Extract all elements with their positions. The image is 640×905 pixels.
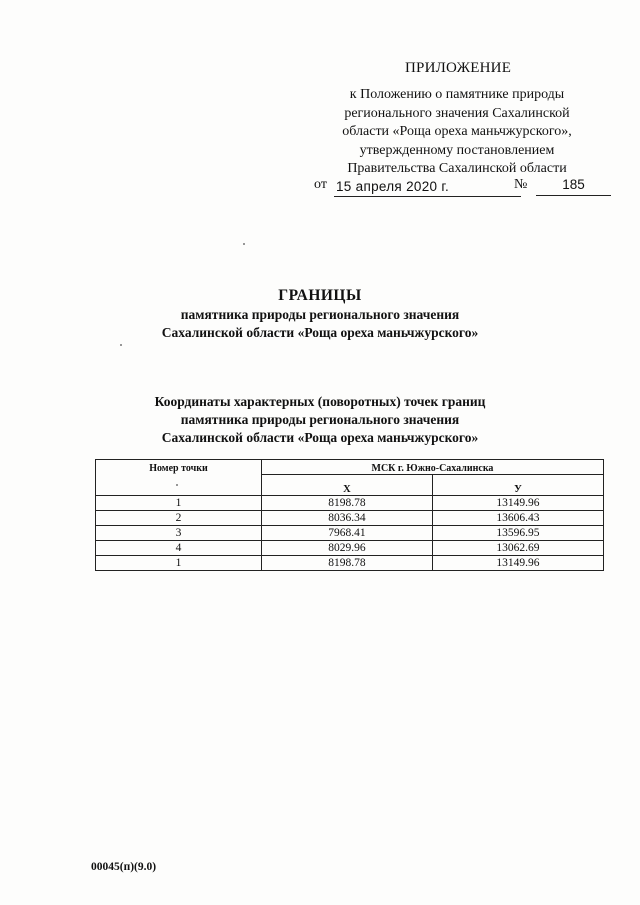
- coordinates-table: [95, 459, 604, 571]
- resolution-date: 15 апреля 2020 г.: [334, 179, 521, 197]
- header-coordinate-system: МСК г. Южно-Сахалинска: [261, 460, 603, 475]
- point-cell: 1: [96, 496, 262, 511]
- number-sign: №: [514, 177, 528, 192]
- scan-speck: [243, 243, 245, 245]
- appendix-line: области «Роща ореха маньчжурского»,: [342, 124, 572, 139]
- x-cell: 8198.78: [261, 556, 432, 571]
- document-code: 00045(п)(9.0): [91, 861, 157, 873]
- x-cell: 8198.78: [261, 496, 432, 511]
- point-cell: 1: [96, 556, 262, 571]
- appendix-text: [322, 86, 592, 179]
- table-heading-line: Сахалинской области «Роща ореха маньчжурского»: [161, 430, 479, 445]
- point-cell: 2: [96, 511, 262, 526]
- resolution-number: 185: [536, 177, 611, 196]
- x-cell: 7968.41: [261, 526, 432, 541]
- y-cell: 13062.69: [432, 541, 603, 556]
- table-heading-line: памятника природы регионального значения: [180, 412, 460, 427]
- y-cell: 13149.96: [432, 496, 603, 511]
- document-title: ГРАНИЦЫ: [278, 287, 362, 304]
- table-heading: [100, 393, 540, 447]
- table-row: [96, 511, 604, 526]
- table-row: [96, 496, 604, 511]
- resolution-date-line: [314, 177, 614, 197]
- table-row: [96, 541, 604, 556]
- subtitle-line: Сахалинской области «Роща ореха маньчжурского»: [161, 325, 479, 340]
- scan-speck: [176, 484, 178, 486]
- subtitle-line: памятника природы регионального значения: [180, 307, 460, 322]
- x-cell: 8029.96: [261, 541, 432, 556]
- appendix-line: регионального значения Сахалинской: [344, 105, 570, 121]
- point-cell: 3: [96, 526, 262, 541]
- y-cell: 13596.95: [432, 526, 603, 541]
- x-cell: 8036.34: [261, 511, 432, 526]
- document-subtitle: [100, 306, 540, 342]
- date-prefix: от: [314, 177, 327, 192]
- y-cell: 13149.96: [432, 556, 603, 571]
- header-x: Х: [261, 475, 432, 496]
- appendix-line: Правительства Сахалинской области: [347, 161, 567, 176]
- point-cell: 4: [96, 541, 262, 556]
- table-row: [96, 556, 604, 571]
- appendix-line: утвержденному постановлением: [359, 142, 555, 158]
- table-row: [96, 526, 604, 541]
- appendix-title: ПРИЛОЖЕНИЕ: [405, 60, 512, 76]
- header-point-number: Номер точки: [96, 460, 262, 496]
- table-heading-line: Координаты характерных (поворотных) точек границ: [154, 394, 486, 409]
- appendix-line: к Положению о памятнике природы: [349, 87, 565, 102]
- header-y: У: [432, 475, 603, 496]
- y-cell: 13606.43: [432, 511, 603, 526]
- scan-speck: [120, 344, 122, 346]
